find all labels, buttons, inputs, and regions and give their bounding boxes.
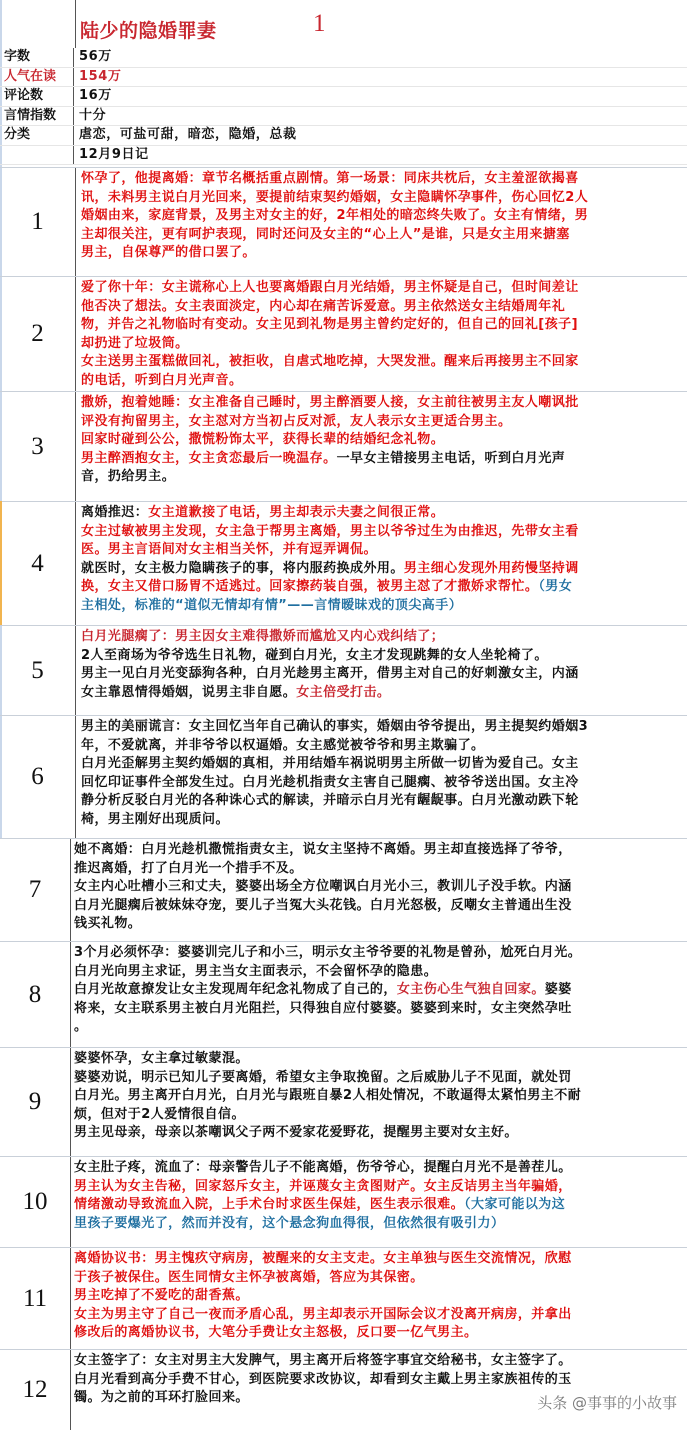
- chapter-summary: [75, 716, 687, 838]
- summary-line: [74, 1196, 683, 1215]
- chapter-number: 11: [22, 1284, 48, 1312]
- summary-line: [81, 170, 683, 189]
- chapter-number: 1: [31, 208, 44, 235]
- chapter-number: 12: [22, 1376, 48, 1403]
- summary-line: [81, 755, 683, 774]
- meta-label: [0, 146, 74, 165]
- summary-line: [74, 1018, 683, 1037]
- summary-line: [81, 541, 683, 560]
- chapter-row: [0, 625, 687, 715]
- text-segment: 女主过敏被男主发现，女主急于帮男主离婚，男主以爷爷过生为由推迟，先带女主看: [81, 523, 579, 539]
- text-segment: 婚姻由来，家庭背景，及男主对女主的好，2年相处的暗恋终失败了。女主有情绪，男: [81, 208, 589, 224]
- meta-value: 虐恋，可盐可甜，暗恋，隐婚，总裁: [79, 127, 297, 142]
- summary-line: [81, 560, 683, 579]
- chapter-number: 9: [28, 1088, 42, 1115]
- chapter-number: 8: [28, 980, 42, 1008]
- text-segment: 白月光看到高分手费不甘心，到医院要求改协议，却看到女主戴上男主家族祖传的玉: [74, 1371, 572, 1387]
- chapter-summary: [75, 277, 687, 391]
- text-segment: 年，不爱就离，并非爷爷以权逼婚。女主感觉被爷爷和男主欺骗了。: [81, 737, 485, 753]
- meta-label: 评论数: [0, 87, 74, 106]
- meta-label: 言情指数: [0, 107, 74, 126]
- summary-line: [81, 431, 683, 450]
- summary-line: [74, 944, 683, 963]
- summary-line: [74, 1087, 683, 1106]
- summary-line: [81, 737, 683, 756]
- summary-line: [74, 981, 683, 1000]
- text-segment: 女主肚子疼，流血了：母亲警告儿子不能离婚，伤爷爷心，提醒白月光不是善茬儿。: [74, 1160, 572, 1175]
- text-segment: 评没有拘留男主，女主怼对方当初占反对派，友人表示女主更适合男主。: [81, 413, 512, 429]
- column-divider: [75, 0, 76, 48]
- text-segment: 白月光。男主离开白月光，白月光与跟班自暴2人相处情况，不敢逼得太紧怕男主不耐: [74, 1088, 582, 1104]
- meta-label: 人气在读: [0, 68, 74, 87]
- summary-line: [74, 878, 683, 897]
- chapter-row: [0, 715, 687, 838]
- chapter-row: [0, 1247, 687, 1349]
- chapter-row: [0, 838, 687, 941]
- summary-line: [81, 394, 683, 413]
- text-segment: 主却很关注，更有呵护表现，同时还问及女主的“心上人”是谁，只是女主用来搪塞: [81, 226, 570, 242]
- summary-line: [81, 792, 683, 811]
- text-segment: 女主道歉接了电话，男主却表示夫妻之间很正常。: [148, 505, 445, 520]
- text-segment: 女主伤心生气独自回家。: [396, 982, 545, 998]
- chapter-summary: [70, 839, 687, 941]
- chapter-summary: [75, 392, 687, 501]
- summary-line: [81, 628, 683, 647]
- text-segment: （男女: [538, 579, 573, 595]
- chapter-row: [0, 501, 687, 625]
- text-segment: 女主内心吐槽小三和丈夫，婆婆出场全方位嘲讽白月光小三，教训儿子没手软。内涵: [74, 879, 572, 895]
- text-segment: 女主靠恩情得婚姻，说男主非自愿。: [81, 684, 297, 700]
- summary-line: [81, 684, 683, 703]
- summary-line: [81, 353, 683, 372]
- book-title: 陆少的隐婚罪妻: [80, 21, 217, 42]
- text-segment: 音，扔给男主。: [81, 469, 176, 485]
- meta-value: 十分: [79, 107, 107, 123]
- chapter-summary: [70, 1048, 687, 1156]
- text-segment: 医。男主言语间对女主相当关怀，并有逗弄调侃。: [81, 542, 377, 558]
- summary-line: [74, 963, 683, 982]
- meta-row: [0, 87, 687, 107]
- summary-line: [74, 1124, 683, 1143]
- text-segment: 。: [74, 1019, 88, 1035]
- chapter-number: 3: [31, 432, 44, 460]
- meta-row: [0, 126, 687, 146]
- text-segment: 情绪激动导致流血入院，上手术台时求医生保娃，医生表示很难。: [74, 1197, 465, 1213]
- text-segment: （大家可能以为这: [464, 1197, 566, 1213]
- text-segment: 白月光故意撩发让女主发现周年纪念礼物成了自己的，: [74, 982, 397, 998]
- summary-line: [74, 1269, 683, 1288]
- chapter-number: 10: [22, 1188, 48, 1215]
- summary-line: [74, 1106, 683, 1125]
- chapter-number: 5: [31, 656, 44, 684]
- text-segment: 女主为男主守了自己一夜而矛盾心乱，男主却表示开国际会议才没离开病房，并拿出: [74, 1306, 572, 1322]
- summary-line: [74, 1371, 683, 1390]
- text-segment: 白月光向男主求证，男主当女主面表示，不会留怀孕的隐患。: [74, 963, 438, 979]
- summary-line: [81, 774, 683, 793]
- text-segment: 主相处，标准的“道似无情却有情”——言情暧昧戏的顶尖高手）: [81, 597, 463, 613]
- text-segment: 的电话，听到白月光声音。: [81, 372, 243, 388]
- text-segment: 椅，男主刚好出现质问。: [81, 811, 229, 827]
- summary-line: [74, 1069, 683, 1088]
- text-segment: 女主倍受打击。: [296, 684, 391, 700]
- summary-line: [81, 718, 683, 737]
- chapter-number: 4: [31, 549, 44, 577]
- summary-line: [81, 372, 683, 391]
- summary-line: [81, 578, 683, 597]
- meta-value: 16万: [79, 88, 112, 103]
- watermark: 头条 @事事的小故事: [537, 1394, 677, 1412]
- chapter-number: 7: [28, 876, 42, 903]
- text-segment: 女主签字了：女主对男主大发脾气，男主离开后将签字事宜交给秘书，女主签字了。: [74, 1353, 572, 1368]
- text-segment: 女主送男主蛋糕做回礼，被拒收，自虐式地吃掉，大哭发泄。醒来后再接男主不回家: [81, 354, 579, 370]
- summary-line: [74, 841, 683, 860]
- meta-label: 字数: [0, 48, 74, 67]
- text-segment: 男主醉酒抱女主，女主贪恋最后一晚温存。: [81, 450, 337, 466]
- summary-line: [74, 1178, 683, 1197]
- summary-line: [74, 1306, 683, 1325]
- book-metadata-table: [0, 48, 687, 165]
- text-segment: 离婚协议书：男主愧疚守病房，被醒来的女主支走。女主单独与医生交流情况，欣慰: [74, 1251, 572, 1266]
- summary-line: [81, 316, 683, 335]
- text-segment: 男主吃掉了不爱吃的甜香蕉。: [74, 1288, 249, 1304]
- chapter-row: [0, 1047, 687, 1156]
- summary-line: [74, 1159, 683, 1178]
- chapter-row: [0, 1156, 687, 1247]
- summary-line: [74, 897, 683, 916]
- summary-line: [81, 244, 683, 263]
- text-segment: 修改后的离婚协议书，大笔分手费让女主怒极，反口要一亿气男主。: [74, 1325, 478, 1341]
- chapter-row: [0, 391, 687, 501]
- meta-row: [0, 107, 687, 127]
- text-segment: 讯，未料男主说白月光回来，要提前结束契约婚姻，女主隐瞒怀孕事件，伤心回忆2人: [81, 189, 589, 205]
- text-segment: 婆婆: [544, 982, 572, 998]
- summary-line: [81, 189, 683, 208]
- summary-line: [81, 665, 683, 684]
- chapter-summary: [70, 942, 687, 1047]
- meta-value: 56万: [79, 49, 112, 64]
- text-segment: 撒娇，抱着她睡：女主准备自己睡时，男主醉酒要人接，女主前往被男主友人嘲讽批: [81, 395, 579, 410]
- summary-line: [81, 523, 683, 542]
- summary-line: [74, 1000, 683, 1019]
- chapter-summary: [70, 1157, 687, 1247]
- text-segment: 将来，女主联系男主被白月光阻拦，只得独自应付婆婆。婆婆到来时，女主突然孕吐: [74, 1000, 572, 1016]
- text-segment: 推迟离婚，打了白月光一个措手不及。: [74, 860, 303, 876]
- chapter-summary: [75, 168, 687, 276]
- summary-line: [74, 860, 683, 879]
- text-segment: 静分析反驳白月光的各种诛心式的解读，并暗示白月光有龌龊事。白月光激动跌下轮: [81, 793, 579, 809]
- chapter-summary: [75, 502, 687, 625]
- meta-row: [0, 68, 687, 88]
- chapter-summary: [70, 1248, 687, 1349]
- title-row: [0, 0, 687, 48]
- summary-line: [74, 1287, 683, 1306]
- text-segment: 男主的美丽谎言：女主回忆当年自己确认的事实，婚姻由爷爷提出，男主提契约婚姻3: [81, 719, 589, 734]
- chapter-summary: [70, 1350, 687, 1430]
- summary-line: [74, 1250, 683, 1269]
- summary-line: [74, 1352, 683, 1371]
- summary-line: [81, 647, 683, 666]
- text-segment: 烦，但对于2人爱情很自信。: [74, 1106, 245, 1122]
- summary-line: [74, 1324, 683, 1343]
- summary-line: [81, 335, 683, 354]
- meta-row: [0, 146, 687, 166]
- text-segment: 爱了你十年：女主谎称心上人也要离婚跟白月光结婚，男主怀疑是自己，但时间差让: [81, 280, 579, 295]
- text-segment: 白月光歪解男主契约婚姻的真相，并用结婚车祸说明男主所做一切皆为爱自己。女主: [81, 756, 579, 772]
- meta-label: 分类: [0, 126, 74, 145]
- summary-line: [81, 450, 683, 469]
- chapter-summary: [75, 626, 687, 715]
- text-segment: 男主细心发现外用药慢坚持调: [403, 560, 579, 576]
- text-segment: 里孩子要爆光了，然而并没有，这个悬念狗血得很，但依然很有吸引力）: [74, 1215, 505, 1231]
- text-segment: 回忆印证事件全部发生过。白月光趁机指责女主害自己腿瘸、被爷爷送出国。女主冷: [81, 774, 579, 790]
- text-segment: 镯。为之前的耳环打脸回来。: [74, 1390, 249, 1406]
- summary-line: [81, 468, 683, 487]
- text-segment: 于孩子被保住。医生同情女主怀孕被离婚，答应为其保密。: [74, 1269, 424, 1285]
- chapter-number: 2: [31, 320, 44, 347]
- text-segment: 却扔进了垃圾筒。: [81, 335, 189, 351]
- text-segment: 婆婆劝说，明示已知儿子要离婚，希望女主争取挽留。之后威胁儿子不见面，就处罚: [74, 1069, 572, 1085]
- summary-line: [81, 413, 683, 432]
- summary-line: [81, 226, 683, 245]
- text-segment: 婆婆怀孕，女主拿过敏蒙混。: [74, 1051, 249, 1066]
- text-segment: 他否决了想法。女主表面淡定，内心却在痛苦诉爱意。男主依然送女主结婚周年礼: [81, 298, 566, 314]
- summary-line: [81, 504, 683, 523]
- summary-line: [81, 597, 683, 616]
- text-segment: 回家时碰到公公，撒慌粉饰太平，获得长辈的结婚纪念礼物。: [81, 432, 445, 448]
- summary-line: [81, 279, 683, 298]
- text-segment: 白月光腿瘸后被妹妹夺宠，要儿子当冤大头花钱。白月光怒极，反嘲女主普通出生没: [74, 897, 572, 913]
- summary-line: [74, 1215, 683, 1234]
- summary-line: [74, 1050, 683, 1069]
- text-segment: 3个月必须怀孕：婆婆训完儿子和小三，明示女主爷爷要的礼物是曾孙，尬死白月光。: [74, 945, 582, 960]
- text-segment: 2人至商场为爷爷选生日礼物，碰到白月光，女主才发现跳舞的女人坐轮椅了。: [81, 647, 548, 663]
- text-segment: 男主认为女主告秘，回家怒斥女主，并诬蔑女主贪图财产。女主反诘男主当年骗婚，: [74, 1178, 572, 1194]
- text-segment: 一早女主错接男主电话，听到白月光声: [336, 450, 566, 466]
- text-segment: 她不离婚：白月光趁机撒慌指责女主，说女主坚持不离婚。男主却直接选择了爷爷，: [74, 842, 572, 857]
- summary-line: [81, 298, 683, 317]
- text-segment: 男主，自保尊严的借口罢了。: [81, 245, 256, 261]
- meta-row: [0, 48, 687, 68]
- text-segment: 换，女主又借口肠胃不适逃过。回家擦药装自强，被男主怼了才撒娇求帮忙。: [81, 579, 539, 595]
- text-segment: 白月光腿瘸了：男主因女主难得撒娇而尴尬又内心戏纠结了；: [81, 629, 445, 644]
- text-segment: 就医时，女主极力隐瞒孩子的事，将内服药换成外用。: [81, 560, 404, 576]
- meta-value: 154万: [79, 68, 122, 84]
- chapter-row: [0, 167, 687, 276]
- summary-line: [81, 207, 683, 226]
- text-segment: 男主见母亲，母亲以茶嘲讽父子两不爱家花爱野花，提醒男主要对女主好。: [74, 1125, 518, 1141]
- text-segment: 钱买礼物。: [74, 916, 142, 932]
- text-segment: 离婚推迟：: [81, 505, 149, 520]
- text-segment: 物，并告之礼物临时有变动。女主见到礼物是男主曾约定好的，但自己的回礼[孩子]: [81, 317, 578, 333]
- summary-line: [74, 915, 683, 934]
- chapter-row: [0, 941, 687, 1047]
- text-segment: 怀孕了，他提离婚：章节名概括重点剧情。第一场景：同床共枕后，女主羞涩欲揭喜: [81, 171, 579, 186]
- summary-line: [81, 811, 683, 830]
- sheet-number: 1: [313, 10, 326, 37]
- chapter-row: [0, 1349, 687, 1430]
- meta-value: 12月9日记: [79, 146, 149, 162]
- chapter-row: [0, 276, 687, 391]
- row-accent-bar: [0, 501, 2, 625]
- text-segment: 男主一见白月光变舔狗各种，白月光趁男主离开，借男主对自己的好刺激女主，内涵: [81, 666, 579, 682]
- chapter-number: 6: [31, 763, 44, 790]
